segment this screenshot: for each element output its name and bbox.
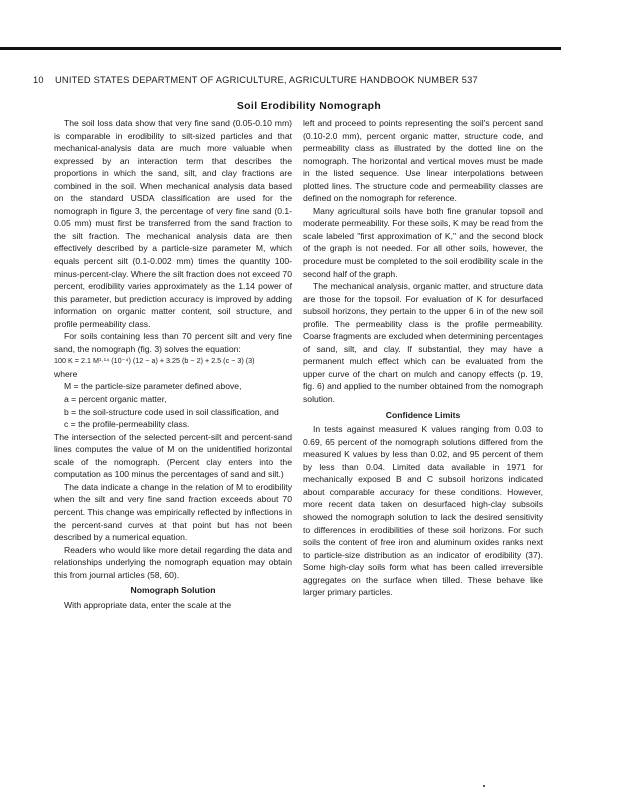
running-header	[33, 75, 561, 85]
definition-m: M = the particle-size parameter defined above,	[64, 381, 242, 392]
right-paragraph-3: The mechanical analysis, organic matter, and structure data are those for the topsoil. For evaluation of K for desurfaced subsoil horizons, they pertain to the upper 6 in of the new soil profile. The permeability class is the profile permeability. Coarse fragments are excluded when determining percentages of sand, silt, and clay. If substantial, they may have a permanent mulch effect which can be evaluated from the upper curve of the chart on mulch and canopy effects (p. 19, fig. 6) and applied to the number obtained from the nomograph solution.	[303, 281, 543, 405]
left-paragraph-2: For soils containing less than 70 percent silt and very fine sand, the nomograph (fig. 3) solves the equation:	[54, 331, 292, 354]
right-paragraph-1: left and proceed to points representing the soil's percent sand (0.10-2.0 mm), percent organic matter, structure code, and permeability class as illustrated by the dotted line on the nomograph. The horizontal and vertical moves must be made in the listed sequence. Use linear interpolations between plotted lines. The structure code and permeability classes are defined on the nomograph for reference.	[303, 118, 543, 204]
left-paragraph-4: The data indicate a change in the relation of M to erodibility when the silt and very fine sand fraction exceeds about 70 percent. This change was empirically reflected by inflections in the percent-sand curves at that point but has not been described by a numerical equation.	[54, 481, 292, 543]
running-title: UNITED STATES DEPARTMENT OF AGRICULTURE, AGRICULTURE HANDBOOK NUMBER 537	[55, 75, 478, 85]
section-title: Soil Erodibility Nomograph	[236, 101, 382, 112]
where-label: where	[54, 368, 78, 379]
right-paragraph-2: Many agricultural soils have both fine granular topsoil and moderate permeability. For these soils, K may be read from the scale labeled "first approximation of K," and the second block of the graph is not needed. For all other soils, however, the procedure must be completed to the soil erodibility scale in the second half of the graph.	[303, 205, 543, 279]
left-column	[54, 117, 292, 611]
definition-c: c = the profile-permeability class.	[64, 419, 190, 430]
subheading-nomograph-solution: Nomograph Solution	[130, 585, 216, 596]
subheading-confidence-limits: Confidence Limits	[385, 409, 461, 420]
right-paragraph-4: In tests against measured K values ranging from 0.03 to 0.69, 65 percent of the nomograph solutions differed from the measured K values by less than 0.02, and 95 percent of them by less than 0.04. Limited data available in 1971 for mechanically exposed B and C subsoil horizons indicated about comparable accuracy for these conditions. However, more recent data taken on desurfaced high-clay subsoils showed the nomograph solution to lack the desired sensitivity to differences in erodibilities of these soil horizons. For such soils the content of free iron and aluminum oxides ranks next to particle-size distribution as an indicator of erodibility (37). Some high-clay soils form what has been called irreversible aggregates on the surface when tilled. These behave like larger primary particles.	[303, 424, 543, 598]
right-column	[303, 117, 543, 599]
left-paragraph-3: The intersection of the selected percent-silt and percent-sand lines computes the value of M on the unidentified horizontal scale of the nomograph. (Percent clay enters into the computation as 100 minus the percentages of sand and silt.)	[54, 431, 292, 480]
scan-speck	[483, 785, 485, 787]
definition-a: a = percent organic matter,	[64, 394, 167, 405]
page-number: 10	[33, 75, 44, 85]
equation-3: 100 K = 2.1 M¹·¹⁴ (10⁻⁴) (12 − a) + 3.25 (b − 2) + 2.5 (c − 3) (3)	[54, 356, 255, 366]
definition-b: b = the soil-structure code used in soil classification, and	[64, 406, 279, 417]
top-rule	[0, 47, 561, 50]
left-paragraph-6: With appropriate data, enter the scale at the	[64, 599, 232, 610]
left-paragraph-1: The soil loss data show that very fine sand (0.05-0.10 mm) is comparable in erodibility to silt-sized particles and that mechanical-analysis data are much more valuable when expressed by an interaction term that describes the proportions in which the sand, silt, and clay fractions are combined in the soil. When mechanical analysis data based on the standard USDA classification are used for the nomograph in figure 3, the percentage of very fine sand (0.1-0.05 mm) must first be transferred from the sand fraction to the silt fraction. The mechanical analysis data are then effectively described by a particle-size parameter M, which equals percent silt (0.1-0.002 mm) times the quantity 100-minus-percent-clay. Where the silt fraction does not exceed 70 percent, erodibility varies approximately as the 1.14 power of this parameter, but prediction accuracy is improved by adding information on organic matter content, soil structure, and profile permeability class.	[54, 118, 292, 329]
left-paragraph-5: Readers who would like more detail regarding the data and relationships underlying the nomograph equation may obtain this from journal articles (58, 60).	[54, 544, 292, 580]
